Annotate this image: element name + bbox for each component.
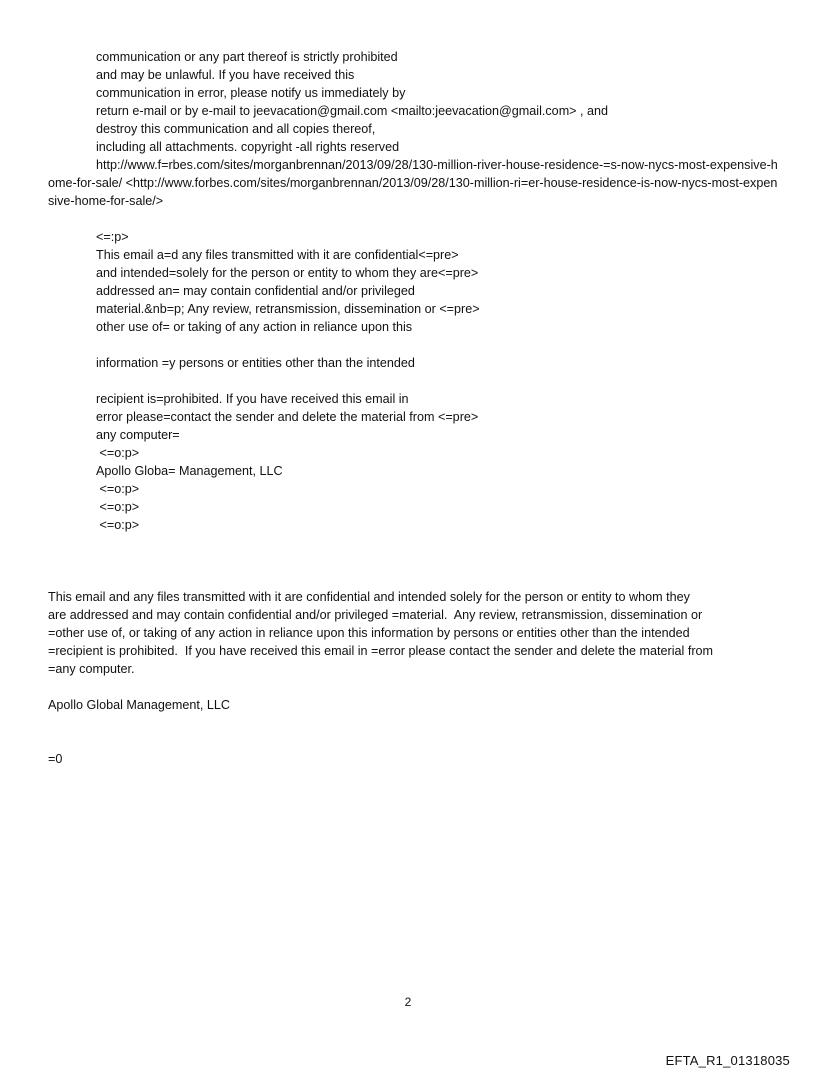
text-line: destroy this communication and all copies thereof, bbox=[96, 122, 376, 136]
text-line: <=:p> bbox=[96, 230, 129, 244]
disclaimer-line: =any computer. bbox=[48, 662, 135, 676]
trailer-text: =0 bbox=[48, 752, 63, 766]
spacer bbox=[48, 552, 778, 570]
url-text: http://www.f=rbes.com/sites/morganbrennan/2013/09/28/130-million-river-house-residence-=s-now-nycs-most-expensive-home-for-sale/ <http://www.forbes.com/sites/morganbrennan/2013/09/28/130-million-ri=er-house-residence-is-now-nycs-most-expensive-home-for-sale/> bbox=[48, 158, 778, 208]
spacer bbox=[48, 336, 778, 354]
spacer bbox=[48, 534, 778, 552]
spacer bbox=[48, 210, 778, 228]
text-line: information =y persons or entities other than the intended bbox=[96, 356, 415, 370]
text-line: communication in error, please notify us immediately by bbox=[96, 86, 406, 100]
text-line: any computer= bbox=[96, 428, 180, 442]
email-body bbox=[48, 48, 778, 768]
disclaimer-line: =recipient is prohibited. If you have received this email in =error please contact the sender and delete the material from bbox=[48, 644, 714, 658]
text-line: material.&nb=p; Any review, retransmission, dissemination or <=pre> bbox=[96, 302, 480, 316]
text-line: This email a=d any files transmitted with it are confidential<=pre> bbox=[96, 248, 459, 262]
spacer bbox=[48, 372, 778, 390]
text-line: <=o:p> bbox=[96, 500, 140, 514]
text-line: communication or any part thereof is strictly prohibited bbox=[96, 50, 398, 64]
spacer bbox=[48, 732, 778, 750]
text-line: other use of= or taking of any action in reliance upon this bbox=[96, 320, 413, 334]
spacer bbox=[48, 678, 778, 696]
disclaimer-line: =other use of, or taking of any action in reliance upon this information by persons or entities other than the intended bbox=[48, 626, 690, 640]
disclaimer-line: This email and any files transmitted with it are confidential and intended solely for the person or entity to whom they bbox=[48, 590, 690, 604]
document-id: EFTA_R1_01318035 bbox=[665, 1053, 790, 1068]
signature: Apollo Global Management, LLC bbox=[48, 698, 231, 712]
text-line: error please=contact the sender and delete the material from <=pre> bbox=[96, 410, 479, 424]
text-line: <=o:p> bbox=[96, 518, 140, 532]
text-line: and intended=solely for the person or entity to whom they are<=pre> bbox=[96, 266, 479, 280]
text-line: including all attachments. copyright -all rights reserved bbox=[96, 140, 400, 154]
text-line: recipient is=prohibited. If you have received this email in bbox=[96, 392, 409, 406]
page-number: 2 bbox=[404, 995, 412, 1009]
text-line: return e-mail or by e-mail to jeevacation@gmail.com <mailto:jeevacation@gmail.com> , and bbox=[96, 104, 609, 118]
disclaimer-line: are addressed and may contain confidential and/or privileged =material. Any review, retransmission, dissemination or bbox=[48, 608, 703, 622]
text-line: addressed an= may contain confidential and/or privileged bbox=[96, 284, 415, 298]
spacer bbox=[48, 570, 778, 588]
spacer bbox=[48, 714, 778, 732]
text-line: and may be unlawful. If you have received this bbox=[96, 68, 355, 82]
text-line: <=o:p> bbox=[96, 446, 140, 460]
text-line: <=o:p> bbox=[96, 482, 140, 496]
text-line: Apollo Globa= Management, LLC bbox=[96, 464, 283, 478]
